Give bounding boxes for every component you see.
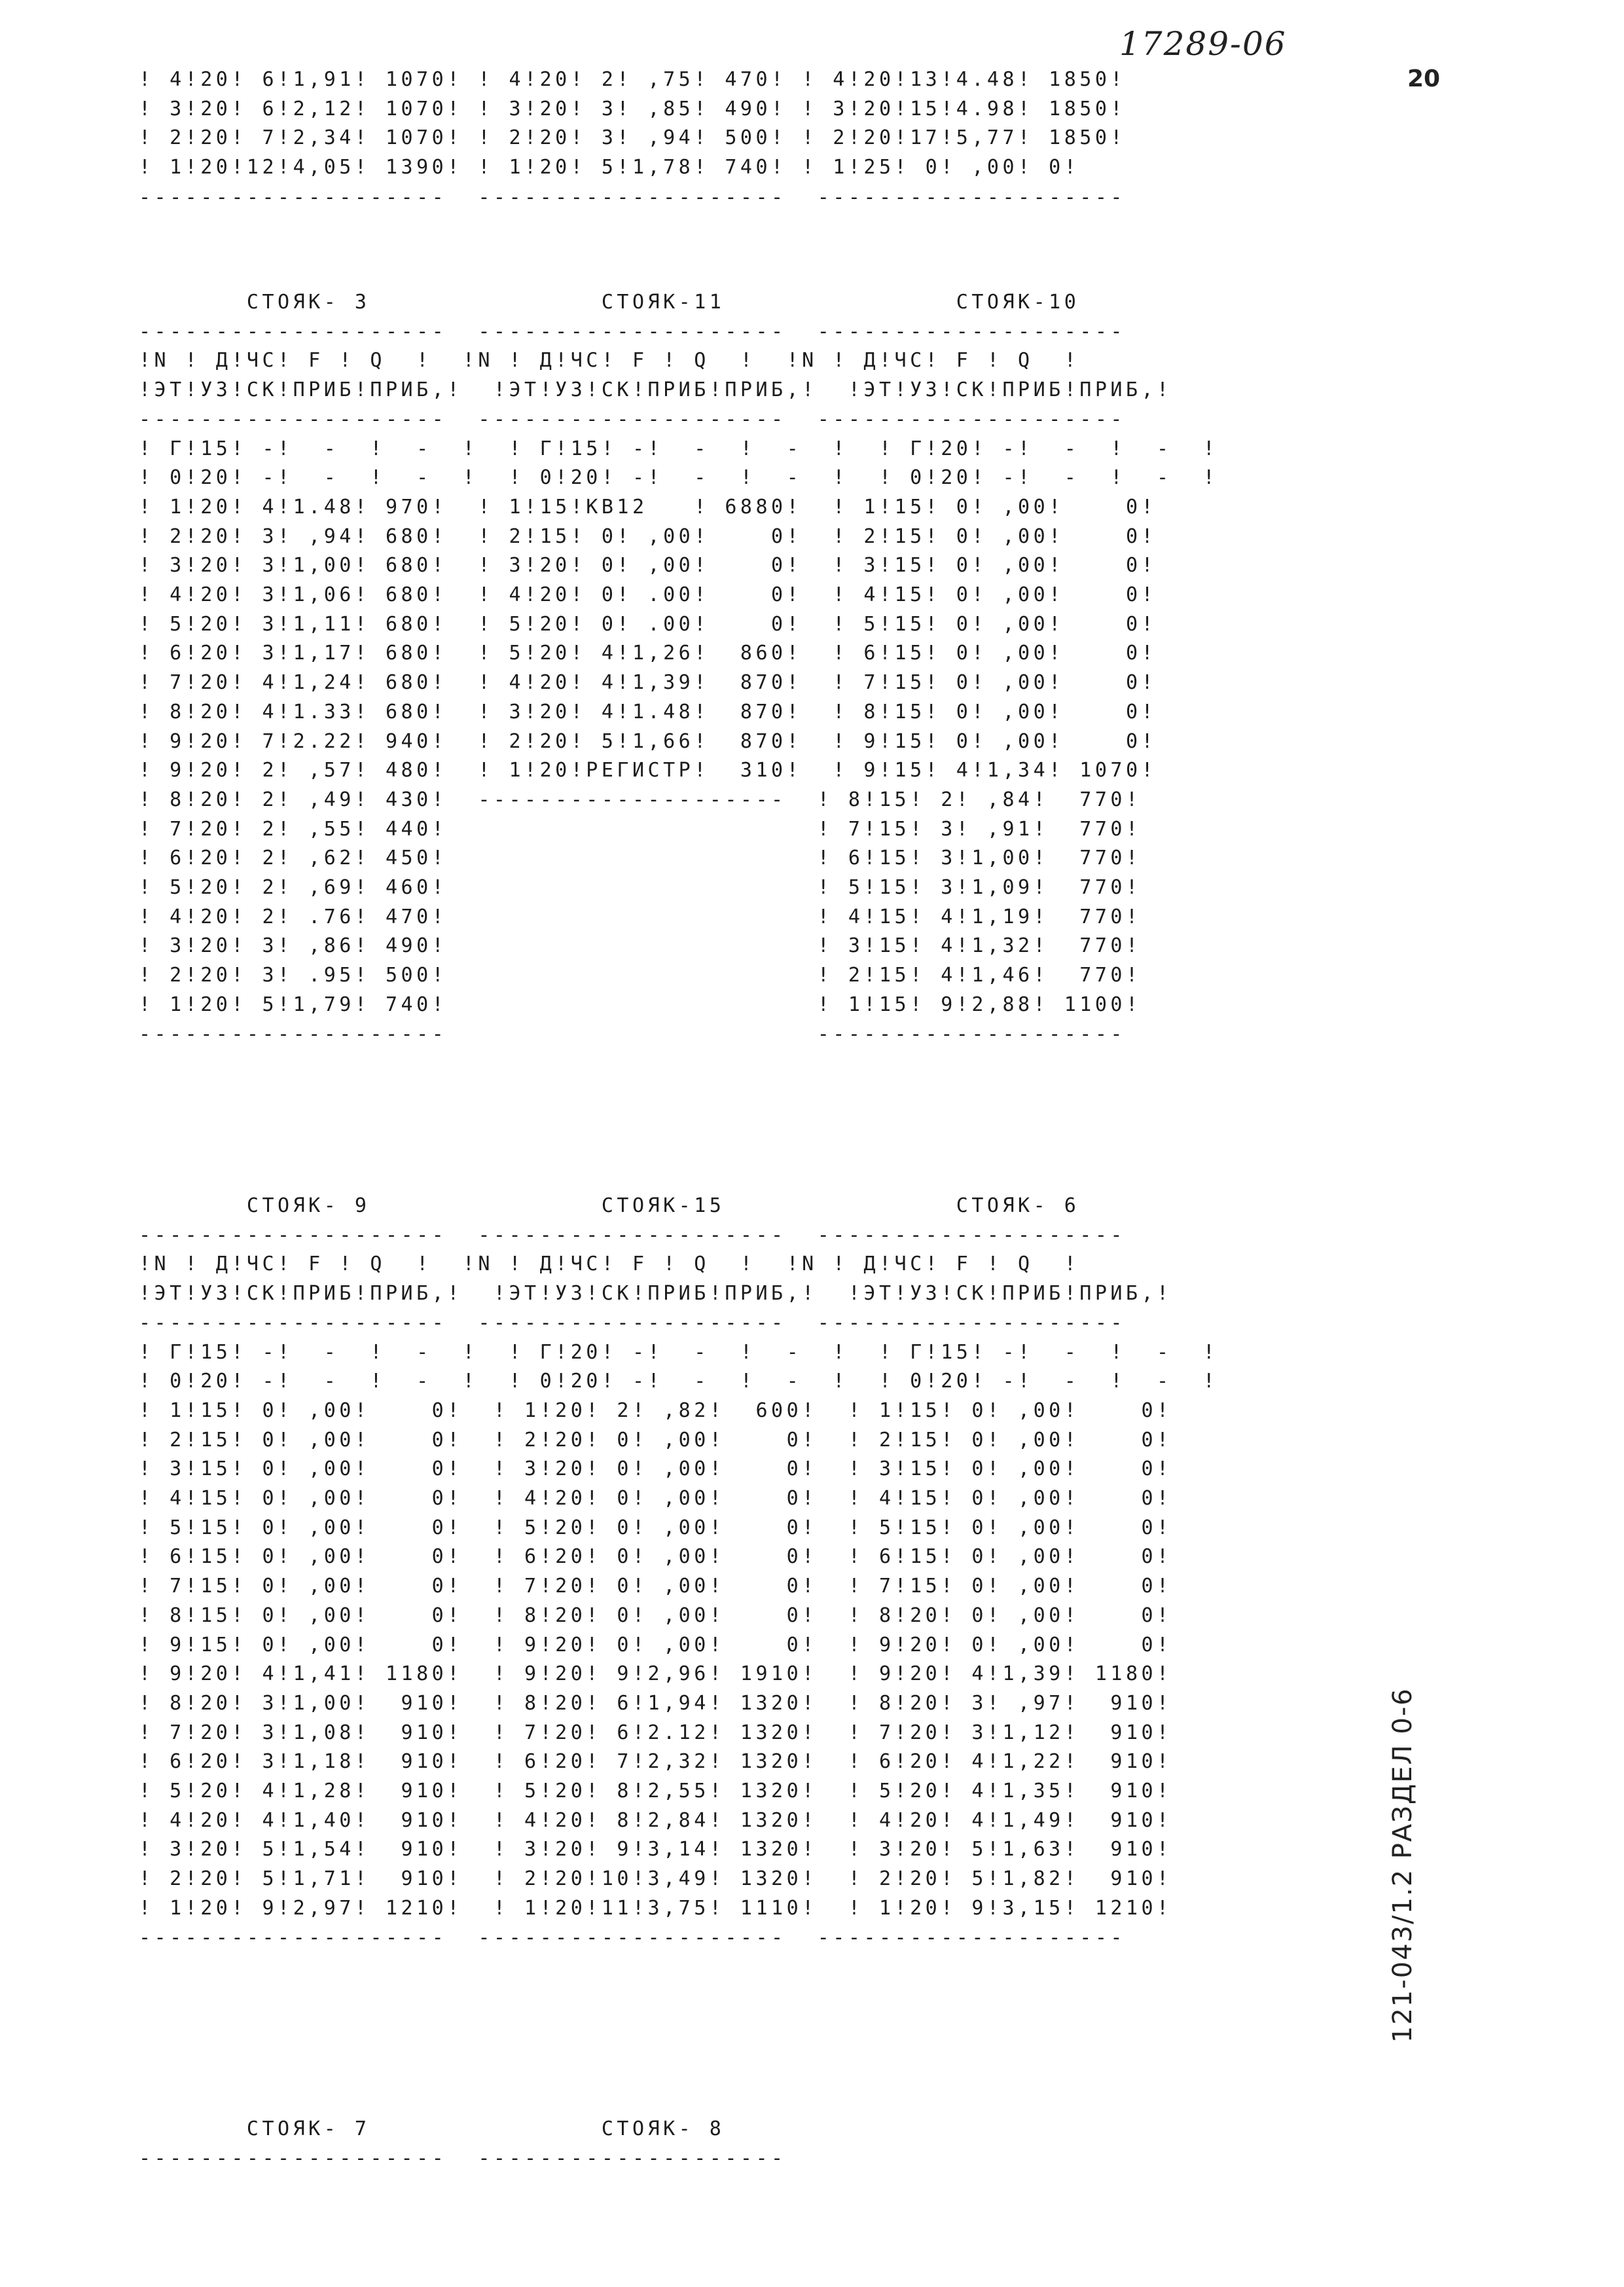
document-number: 17289-06: [1119, 25, 1287, 63]
riser-tables-row-2: СТОЯК- 9 СТОЯК-15 СТОЯК- 6 -------------------- -------------------- -------------------- !N ! Д!ЧС! F ! Q ! !N ! Д!ЧС! F ! Q ! !N ! Д!ЧС! F ! Q ! !ЭТ!УЗ!СК!ПРИБ!ПРИБ,! !ЭТ!УЗ!СК!ПРИБ!ПРИБ,! !ЭТ!УЗ!СК!ПРИБ!ПРИБ,! -------------------- -------------------- -------------------- ! Г!15! -! - ! - ! ! Г!20! -! - ! - ! ! Г!15! -! - ! - ! ! 0!20! -! - ! - ! ! 0!20! -! - ! - ! ! 0!20! -! - ! - ! ! 1!15! 0! ,00! 0! ! 1!20! 2! ,82! 600! ! 1!15! 0! ,00! 0! ! 2!15! 0! ,00! 0! ! 2!20! 0! ,00! 0! ! 2!15! 0! ,00! 0! ! 3!15! 0! ,00! 0! ! 3!20! 0! ,00! 0! ! 3!15! 0! ,00! 0! ! 4!15! 0! ,00! 0! ! 4!20! 0! ,00! 0! ! 4!15! 0! ,00! 0! ! 5!15! 0! ,00! 0! ! 5!20! 0! ,00! 0! ! 5!15! 0! ,00! 0! ! 6!15! 0! ,00! 0! ! 6!20! 0! ,00! 0! ! 6!15! 0! ,00! 0! ! 7!15! 0! ,00! 0! ! 7!20! 0! ,00! 0! ! 7!15! 0! ,00! 0! ! 8!15! 0! ,00! 0! ! 8!20! 0! ,00! 0! ! 8!20! 0! ,00! 0! ! 9!15! 0! ,00! 0! ! 9!20! 0! ,00! 0! ! 9!20! 0! ,00! 0! ! 9!20! 4!1,41! 1180! ! 9!20! 9!2,96! 1910! ! 9!20! 4!1,39! 1180! ! 8!20! 3!1,00! 910! ! 8!20! 6!1,94! 1320! ! 8!20! 3! ,97! 910! ! 7!20! 3!1,08! 910! ! 7!20! 6!2.12! 1320! ! 7!20! 3!1,12! 910! ! 6!20! 3!1,18! 910! ! 6!20! 7!2,32! 1320! ! 6!20! 4!1,22! 910! ! 5!20! 4!1,28! 910! ! 5!20! 8!2,55! 1320! ! 5!20! 4!1,35! 910! ! 4!20! 4!1,40! 910! ! 4!20! 8!2,84! 1320! ! 4!20! 4!1,49! 910! ! 3!20! 5!1,54! 910! ! 3!20! 9!3,14! 1320! ! 3!20! 5!1,63! 910! ! 2!20! 5!1,71! 910! ! 2!20!10!3,49! 1320! ! 2!20! 5!1,82! 910! ! 1!20! 9!2,97! 1210! ! 1!20!11!3,75! 1110! ! 1!20! 9!3,15! 1210! -------------------- -------------------- --------------------: [139, 1194, 1219, 1949]
riser-tables-row-1: СТОЯК- 3 СТОЯК-11 СТОЯК-10 -------------------- -------------------- -------------------- !N ! Д!ЧС! F ! Q ! !N ! Д!ЧС! F ! Q ! !N ! Д!ЧС! F ! Q ! !ЭТ!УЗ!СК!ПРИБ!ПРИБ,! !ЭТ!УЗ!СК!ПРИБ!ПРИБ,! !ЭТ!УЗ!СК!ПРИБ!ПРИБ,! -------------------- -------------------- -------------------- ! Г!15! -! - ! - ! ! Г!15! -! - ! - ! ! Г!20! -! - ! - ! ! 0!20! -! - ! - ! ! 0!20! -! - ! - ! ! 0!20! -! - ! - ! ! 1!20! 4!1.48! 970! ! 1!15!КВ12 ! 6880! ! 1!15! 0! ,00! 0! ! 2!20! 3! ,94! 680! ! 2!15! 0! ,00! 0! ! 2!15! 0! ,00! 0! ! 3!20! 3!1,00! 680! ! 3!20! 0! ,00! 0! ! 3!15! 0! ,00! 0! ! 4!20! 3!1,06! 680! ! 4!20! 0! .00! 0! ! 4!15! 0! ,00! 0! ! 5!20! 3!1,11! 680! ! 5!20! 0! .00! 0! ! 5!15! 0! ,00! 0! ! 6!20! 3!1,17! 680! ! 5!20! 4!1,26! 860! ! 6!15! 0! ,00! 0! ! 7!20! 4!1,24! 680! ! 4!20! 4!1,39! 870! ! 7!15! 0! ,00! 0! ! 8!20! 4!1.33! 680! ! 3!20! 4!1.48! 870! ! 8!15! 0! ,00! 0! ! 9!20! 7!2.22! 940! ! 2!20! 5!1,66! 870! ! 9!15! 0! ,00! 0! ! 9!20! 2! ,57! 480! ! 1!20!РЕГИСТР! 310! ! 9!15! 4!1,34! 1070! ! 8!20! 2! ,49! 430! -------------------- ! 8!15! 2! ,84! 770! ! 7!20! 2! ,55! 440! ! 7!15! 3! ,91! 770! ! 6!20! 2! ,62! 450! ! 6!15! 3!1,00! 770! ! 5!20! 2! ,69! 460! ! 5!15! 3!1,09! 770! ! 4!20! 2! .76! 470! ! 4!15! 4!1,19! 770! ! 3!20! 3! ,86! 490! ! 3!15! 4!1,32! 770! ! 2!20! 3! .95! 500! ! 2!15! 4!1,46! 770! ! 1!20! 5!1,79! 740! ! 1!15! 9!2,88! 1100! -------------------- --------------------: [139, 291, 1219, 1046]
table-continuation-rows: ! 4!20! 6!1,91! 1070! ! 4!20! 2! ,75! 470! ! 4!20!13!4.48! 1850! ! 3!20! 6!2,12! 1070! ! 3!20! 3! ,85! 490! ! 3!20!15!4.98! 1850! ! 2!20! 7!2,34! 1070! ! 2!20! 3! ,94! 500! ! 2!20!17!5,77! 1850! ! 1!20!12!4,05! 1390! ! 1!20! 5!1,78! 740! ! 1!25! 0! ,00! 0!: [139, 68, 1126, 179]
riser-tables-row-3-header: СТОЯК- 7 СТОЯК- 8 -------------------- --------------------: [139, 2117, 787, 2170]
table-bottom-rule: -------------------- -------------------- --------------------: [139, 186, 1126, 209]
side-stamp: 121-043/1.2 РАЗДЕЛ 0-6: [1388, 1687, 1418, 2043]
page-number: 20: [1407, 65, 1441, 92]
